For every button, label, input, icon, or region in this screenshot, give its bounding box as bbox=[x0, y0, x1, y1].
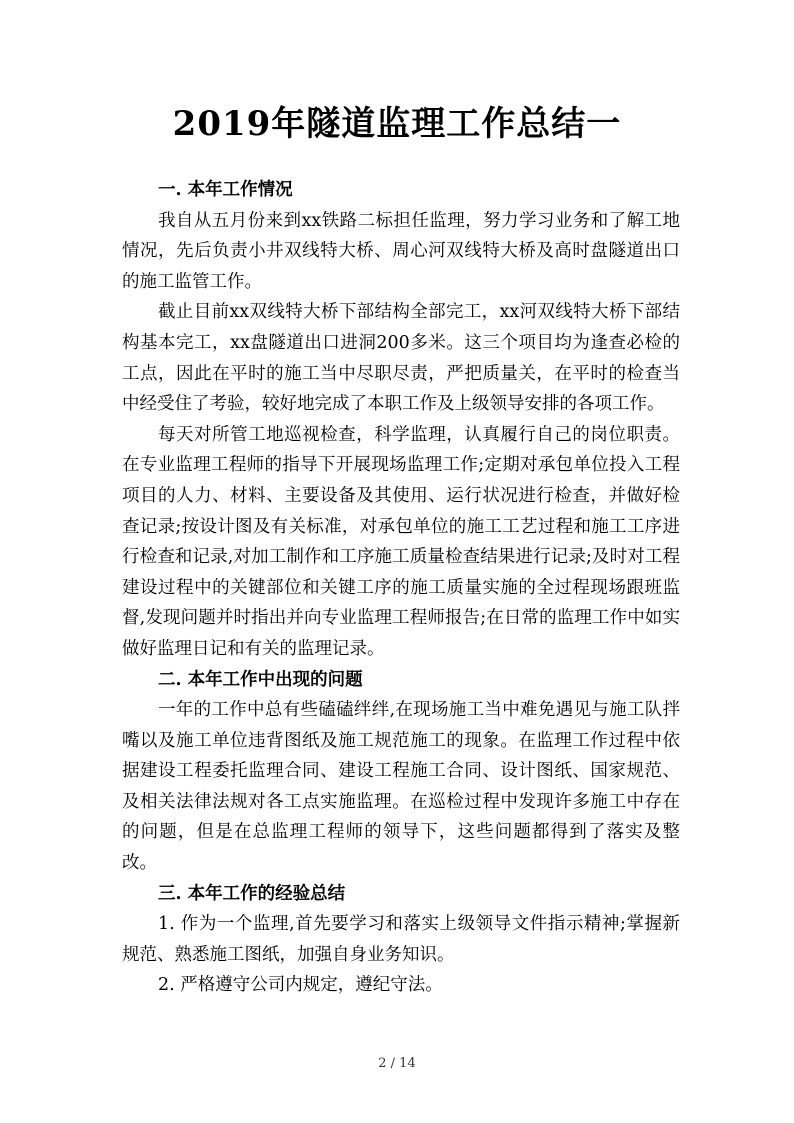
paragraph: 每天对所管工地巡视检查，科学监理，认真履行自己的岗位职责。在专业监理工程师的指导下开展现场监理工作;定期对承包单位投入工程项目的人力、材料、主要设备及其使用、运行状况进行检查，并做好检查记录;按设计图及有关标准，对承包单位的施工工艺过程和施工工序进行检查和记录,对加工制作和工序施工质量检查结果进行记录;及时对工程建设过程中的关键部位和关键工序的施工质量实施的全过程现场跟班监督,发现问题并时指出并向专业监理工程师报告;在日常的监理工作中如实做好监理日记和有关的监理记录。 bbox=[122, 424, 680, 659]
document-title: 2019年隧道监理工作总结一 bbox=[172, 104, 622, 144]
paragraph: 截止目前xx双线特大桥下部结构全部完工，xx河双线特大桥下部结构基本完工，xx盘隧道出口进洞200多米。这三个项目均为逢查必检的工点，因此在平时的施工当中尽职尽责，严把质量关，在平时的检查当中经受住了考验，较好地完成了本职工作及上级领导安排的各项工作。 bbox=[122, 302, 680, 415]
paragraph: 一年的工作中总有些磕磕绊绊,在现场施工当中难免遇见与施工队拌嘴以及施工单位违背图纸及施工规范施工的现象。在监理工作过程中依据建设工程委托监理合同、建设工程施工合同、设计图纸、国家规范、及相关法律法规对各工点实施监理。在巡检过程中发现许多施工中存在的问题，但是在总监理工程师的领导下，这些问题都得到了落实及整改。 bbox=[122, 700, 680, 874]
list-item: 2. 严格遵守公司内规定，遵纪守法。 bbox=[158, 975, 443, 996]
page-number: 2 / 14 bbox=[378, 1056, 416, 1071]
section-heading: 二. 本年工作中出现的问题 bbox=[158, 669, 363, 690]
document-body bbox=[122, 175, 680, 1001]
section-heading: 一. 本年工作情况 bbox=[158, 180, 293, 200]
list-item: 1. 作为一个监理,首先要学习和落实上级领导文件指示精神;掌握新规范、熟悉施工图纸，加强自身业务知识。 bbox=[122, 914, 680, 965]
section-heading: 三. 本年工作的经验总结 bbox=[158, 883, 346, 904]
paragraph: 我自从五月份来到xx铁路二标担任监理，努力学习业务和了解工地情况，先后负责小井双线特大桥、周心河双线特大桥及高时盘隧道出口的施工监管工作。 bbox=[122, 210, 680, 292]
